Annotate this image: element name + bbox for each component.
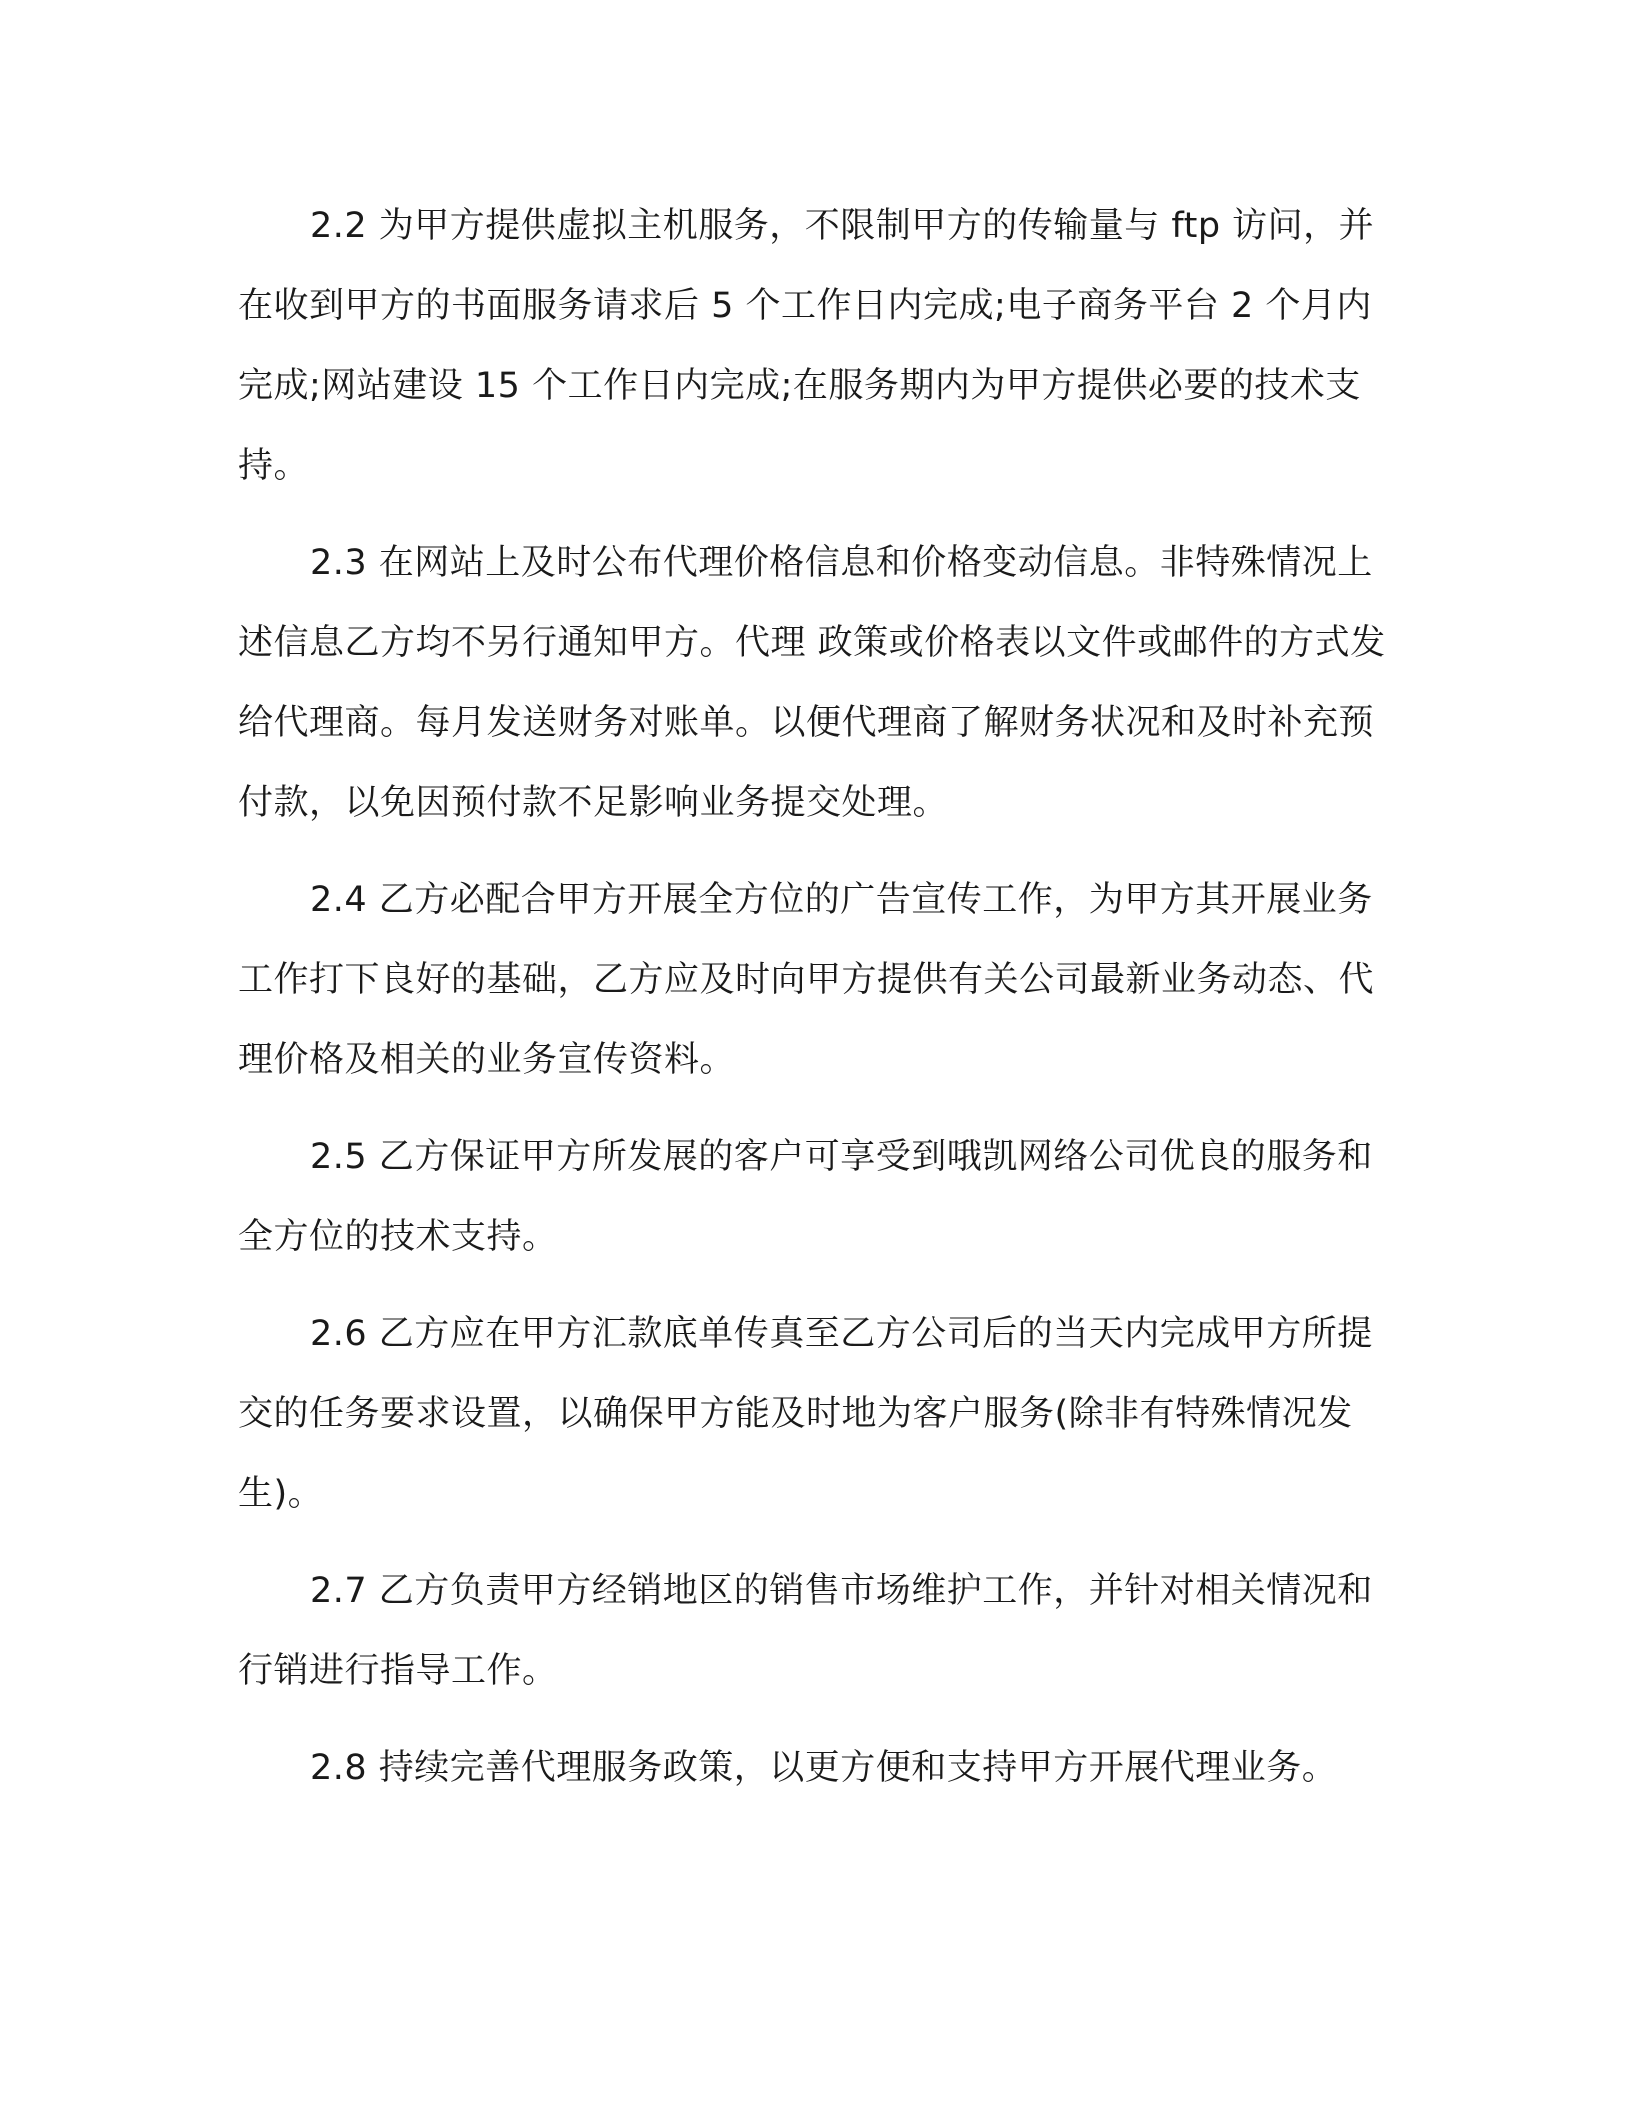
- paragraph-2-5: 2.5 乙方保证甲方所发展的客户可享受到哦凯网络公司优良的服务和全方位的技术支持。: [238, 1137, 1373, 1257]
- paragraph-2-6: 2.6 乙方应在甲方汇款底单传真至乙方公司后的当天内完成甲方所提交的任务要求设置，以确保甲方能及时地为客户服务(除非有特殊情况发生)。: [238, 1314, 1373, 1514]
- paragraph-2-8: 2.8 持续完善代理服务政策，以更方便和支持甲方开展代理业务。: [310, 1748, 1338, 1788]
- paragraph-2-2: 2.2 为甲方提供虚拟主机服务，不限制甲方的传输量与 ftp 访问，并在收到甲方的书面服务请求后 5 个工作日内完成;电子商务平台 2 个月内完成;网站建设 15 个工作日内完成;在服务期内为甲方提供必要的技术支持。: [238, 206, 1375, 486]
- paragraph-2-4: 2.4 乙方必配合甲方开展全方位的广告宣传工作，为甲方其开展业务工作打下良好的基础，乙方应及时向甲方提供有关公司最新业务动态、代理价格及相关的业务宣传资料。: [238, 880, 1375, 1080]
- document-body: [238, 186, 1388, 1825]
- paragraph-2-7: 2.7 乙方负责甲方经销地区的销售市场维护工作，并针对相关情况和行销进行指导工作。: [238, 1571, 1373, 1691]
- paragraph-2-3: 2.3 在网站上及时公布代理价格信息和价格变动信息。非特殊情况上述信息乙方均不另行通知甲方。代理 政策或价格表以文件或邮件的方式发给代理商。每月发送财务对账单。以便代理商了解财务状况和及时补充预付款，以免因预付款不足影响业务提交处理。: [238, 543, 1386, 823]
